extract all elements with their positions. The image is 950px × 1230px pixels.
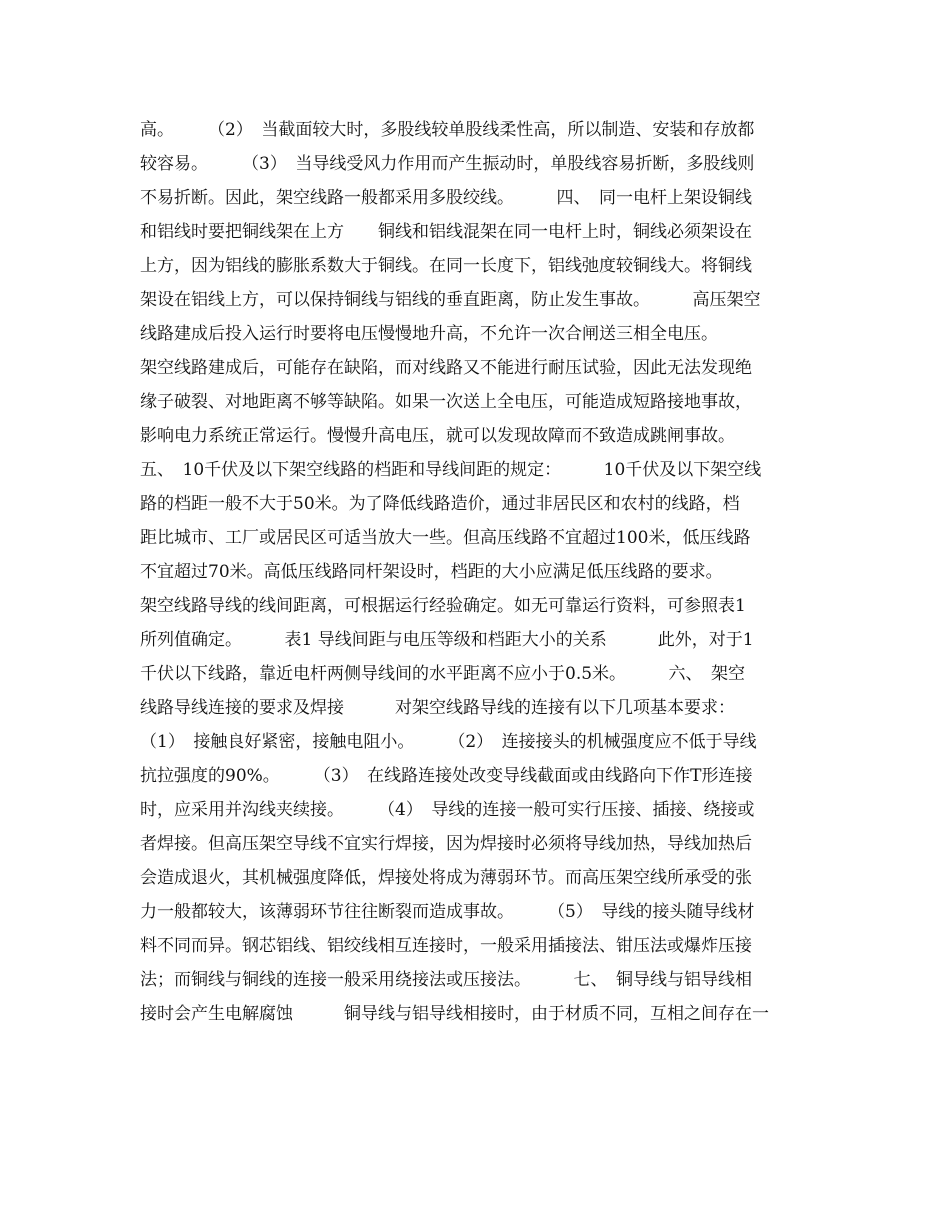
text-line: 时，应采用并沟线夹续接。 （4） 导线的连接一般可实行压接、插接、绕接或 bbox=[140, 800, 755, 820]
text-line: 架设在铝线上方，可以保持铜线与铝线的垂直距离，防止发生事故。 高压架空 bbox=[140, 290, 761, 310]
text-line: 和铝线时要把铜线架在上方 铜线和铝线混架在同一电杆上时，铜线必须架设在 bbox=[140, 222, 752, 242]
text-line: 线路导线连接的要求及焊接 对架空线路导线的连接有以下几项基本要求： bbox=[140, 698, 735, 718]
text-line: 者焊接。但高压架空导线不宜实行焊接，因为焊接时必须将导线加热，导线加热后 bbox=[140, 834, 752, 854]
text-line: 缘子破裂、对地距离不够等缺陷。如果一次送上全电压，可能造成短路接地事故， bbox=[140, 392, 752, 412]
text-line: （1） 接触良好紧密，接触电阻小。 （2） 连接接头的机械强度应不低于导线 bbox=[140, 732, 757, 752]
text-line: 距比城市、工厂或居民区可适当放大一些。但高压线路不宜超过100米，低压线路 bbox=[140, 528, 751, 548]
text-line: 力一般都较大，该薄弱环节往往断裂而造成事故。 （5） 导线的接头随导线材 bbox=[140, 902, 755, 922]
text-line: 法；而铜线与铜线的连接一般采用绕接法或压接法。 七、 铜导线与铝导线相 bbox=[140, 970, 752, 990]
text-line: 接时会产生电解腐蚀 铜导线与铝导线相接时，由于材质不同，互相之间存在一 bbox=[140, 1004, 769, 1024]
text-line: 所列值确定。 表1 导线间距与电压等级和档距大小的关系 此外，对于1 bbox=[140, 630, 754, 650]
text-line: 较容易。 （3） 当导线受风力作用而产生振动时，单股线容易折断，多股线则 bbox=[140, 154, 755, 174]
text-line: 影响电力系统正常运行。慢慢升高电压，就可以发现故障而不致造成跳闸事故。 bbox=[140, 426, 735, 446]
text-line: 架空线路建成后，可能存在缺陷，而对线路又不能进行耐压试验，因此无法发现绝 bbox=[140, 358, 752, 378]
text-line: 高。 （2） 当截面较大时，多股线较单股线柔性高，所以制造、安装和存放都 bbox=[140, 120, 755, 140]
body-text bbox=[140, 113, 830, 1031]
text-line: 不宜超过70米。高低压线路同杆架设时，档距的大小应满足低压线路的要求。 bbox=[140, 562, 723, 582]
text-line: 料不同而异。钢芯铝线、铝绞线相互连接时，一般采用插接法、钳压法或爆炸压接 bbox=[140, 936, 752, 956]
text-line: 上方，因为铝线的膨胀系数大于铜线。在同一长度下，铝线弛度较铜线大。将铜线 bbox=[140, 256, 752, 276]
text-line: 五、 10千伏及以下架空线路的档距和导线间距的规定： 10千伏及以下架空线 bbox=[140, 460, 762, 480]
text-line: 线路建成后投入运行时要将电压慢慢地升高，不允许一次合闸送三相全电压。 bbox=[140, 324, 718, 344]
text-line: 会造成退火，其机械强度降低，焊接处将成为薄弱环节。而高压架空线所承受的张 bbox=[140, 868, 752, 888]
text-line: 架空线路导线的线间距离，可根据运行经验确定。如无可靠运行资料，可参照表1 bbox=[140, 596, 746, 616]
text-line: 千伏以下线路，靠近电杆两侧导线间的水平距离不应小于0.5米。 六、 架空 bbox=[140, 664, 746, 684]
text-line: 抗拉强度的90%。 （3） 在线路连接处改变导线截面或由线路向下作T形连接 bbox=[140, 766, 753, 786]
text-line: 路的档距一般不大于50米。为了降低线路造价，通过非居民区和农村的线路，档 bbox=[140, 494, 740, 514]
text-line: 不易折断。因此，架空线路一般都采用多股绞线。 四、 同一电杆上架设铜线 bbox=[140, 188, 752, 208]
